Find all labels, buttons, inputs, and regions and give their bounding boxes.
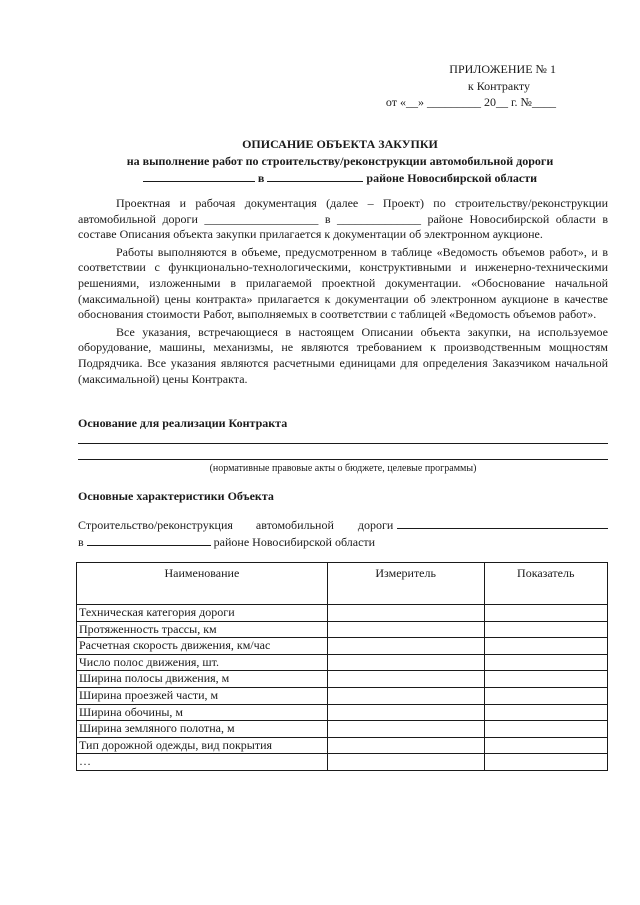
row-value (484, 754, 607, 771)
table-row (77, 605, 608, 622)
object-region: районе Новосибирской области (213, 535, 376, 549)
title-sub2 (60, 170, 620, 187)
table-row (77, 654, 608, 671)
row-unit (327, 721, 484, 738)
header-unit: Измеритель (327, 563, 484, 605)
row-value (484, 654, 607, 671)
object-line-1 (78, 517, 608, 534)
table-row (77, 687, 608, 704)
basis-caption: (нормативные правовые акты о бюджете, целевые программы) (209, 463, 477, 474)
row-value (484, 638, 607, 655)
basis-heading: Основание для реализации Контракта (78, 416, 288, 430)
row-label: Протяженность трассы, км (77, 621, 328, 638)
paragraph-2: Работы выполняются в объеме, предусмотренном в таблице «Ведомость объемов работ», и в соответствии с функционально-технологическими, конструктивными и инженерно-техническими решениями, изложенными в прилагаемой проектной документации. «Обоснование начальной (максимальной) цены контракта» прилагается к документации об электронном аукционе в качестве обоснования стоимости Работ, выполняемых в соответствии с таблицей «Ведомость объемов работ». (78, 244, 608, 322)
title-main: ОПИСАНИЕ ОБЪЕКТА ЗАКУПКИ (242, 137, 438, 151)
characteristics-table (76, 562, 608, 771)
basis-line-1 (78, 443, 608, 444)
row-unit (327, 638, 484, 655)
table-row (77, 671, 608, 688)
row-label: Расчетная скорость движения, км/час (77, 638, 328, 655)
title-sub1: на выполнение работ по строительству/реконструкции автомобильной дороги (126, 153, 554, 168)
district-blank (267, 170, 363, 182)
object-district-blank (87, 534, 211, 546)
appendix-date: от «__» _________ 20__ г. №____ (385, 95, 556, 110)
row-unit (327, 704, 484, 721)
row-label: Ширина полосы движения, м (77, 671, 328, 688)
paragraph-1: Проектная и рабочая документация (далее – Проект) по строительству/реконструкции автомобильной дороги ___________________ в ______________ районе Новосибирской области в составе Описания объекта закупки прилагается к документации об электронном аукционе. (78, 196, 608, 242)
row-label: … (77, 754, 328, 771)
row-label: Ширина земляного полотна, м (77, 721, 328, 738)
paragraph-3: Все указания, встречающиеся в настоящем Описании объекта закупки, на используемое оборудование, машины, механизмы, не являются требованием к производственным мощностям Подрядчика. Все указания являются расчетными единицами для определения Заказчиком начальной (максимальной) цены Контракта. (78, 324, 608, 386)
row-label: Ширина проезжей части, м (77, 687, 328, 704)
row-unit (327, 737, 484, 754)
row-label: Ширина обочины, м (77, 704, 328, 721)
object-word-3: дороги (357, 518, 394, 532)
table-row (77, 754, 608, 771)
document-title (60, 137, 620, 187)
object-word-1: Строительство/реконструкция (78, 518, 233, 532)
row-unit (327, 605, 484, 622)
row-value (484, 704, 607, 721)
row-unit (327, 654, 484, 671)
object-in: в (78, 535, 84, 549)
body-text (78, 196, 608, 387)
row-label: Тип дорожной одежды, вид покрытия (77, 737, 328, 754)
title-in: в (257, 171, 265, 186)
row-unit (327, 687, 484, 704)
table-header-row (77, 563, 608, 605)
header-value: Показатель (484, 563, 607, 605)
row-value (484, 721, 607, 738)
appendix-number: ПРИЛОЖЕНИЕ № 1 (449, 62, 556, 76)
table-row (77, 638, 608, 655)
road-name-blank (143, 170, 255, 182)
object-line-2 (78, 534, 375, 551)
row-unit (327, 754, 484, 771)
header-name: Наименование (77, 563, 328, 605)
basis-line-2 (78, 459, 608, 460)
row-unit (327, 621, 484, 638)
row-value (484, 605, 607, 622)
row-label: Техническая категория дороги (77, 605, 328, 622)
table-row (77, 621, 608, 638)
row-unit (327, 671, 484, 688)
row-value (484, 621, 607, 638)
object-road-blank (397, 517, 608, 529)
characteristics-heading: Основные характеристики Объекта (78, 489, 274, 503)
row-value (484, 737, 607, 754)
table-row (77, 721, 608, 738)
table-row (77, 704, 608, 721)
title-region: районе Новосибирской области (366, 171, 538, 186)
row-value (484, 687, 607, 704)
object-word-2: автомобильной (255, 518, 334, 532)
appendix-contract: к Контракту (467, 78, 530, 93)
appendix-header (386, 62, 556, 111)
row-label: Число полос движения, шт. (77, 654, 328, 671)
table-row (77, 737, 608, 754)
row-value (484, 671, 607, 688)
